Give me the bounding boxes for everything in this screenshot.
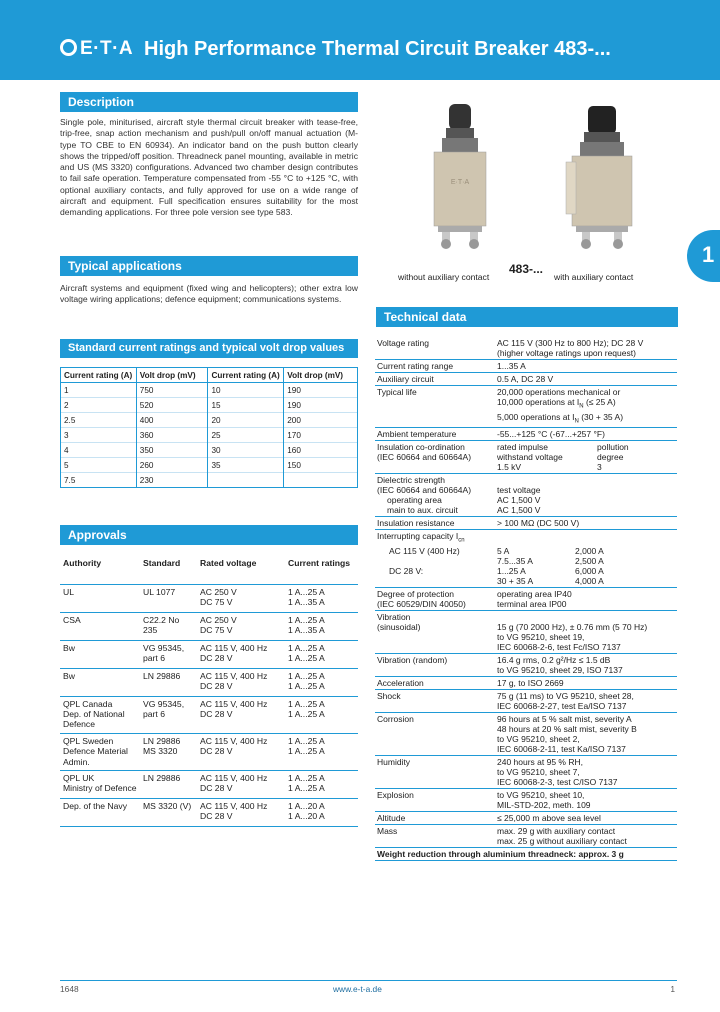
technical-data-table <box>375 337 677 861</box>
approvals-cell: AC 115 V, 400 Hz DC 28 V <box>197 733 285 770</box>
ratings-cell: 520 <box>136 398 208 413</box>
tech-value: to VG 95210, sheet 7, <box>497 767 580 778</box>
tech-row-acceleration <box>375 677 677 690</box>
subscript: N <box>574 418 579 425</box>
tech-value: 10,000 operations at I <box>497 397 580 407</box>
ratings-col-header: Volt drop (mV) <box>284 368 358 383</box>
tech-value: AC 1,500 V <box>497 505 541 516</box>
approvals-row <box>60 612 358 640</box>
technical-data-heading: Technical data <box>376 307 678 327</box>
ratings-cell: 150 <box>284 458 358 473</box>
approvals-cell: 1 A...25 A 1 A...35 A <box>285 584 358 612</box>
ratings-header-row <box>61 368 358 383</box>
tech-label: Ambient temperature <box>375 428 495 441</box>
typical-applications-heading: Typical applications <box>60 256 358 276</box>
tech-row-ambient-temperature <box>375 428 677 441</box>
ratings-cell: 360 <box>136 428 208 443</box>
tech-value: (higher voltage ratings upon request) <box>497 348 636 358</box>
approvals-cell: UL <box>60 584 140 612</box>
tech-value: 1.5 kV <box>497 462 522 473</box>
approvals-row <box>60 733 358 770</box>
tech-value: 4,000 A <box>575 576 604 587</box>
approvals-cell: 1 A...25 A 1 A...25 A <box>285 668 358 696</box>
approvals-cell: 1 A...25 A 1 A...25 A <box>285 696 358 733</box>
page-footer <box>60 980 677 994</box>
approvals-cell: AC 115 V, 400 Hz DC 28 V <box>197 770 285 798</box>
tech-value: IEC 60068-2-27, test Ea/ISO 7137 <box>497 701 627 712</box>
approvals-cell: UL 1077 <box>140 584 197 612</box>
approvals-row <box>60 798 358 826</box>
approvals-cell: Bw <box>60 640 140 668</box>
ratings-cell: 2.5 <box>61 413 137 428</box>
tech-row-weight-reduction <box>375 848 677 861</box>
tech-value: 1...25 A <box>497 566 526 577</box>
tech-value: -55...+125 °C (-67...+257 °F) <box>495 428 677 441</box>
ratings-cell: 15 <box>208 398 284 413</box>
ratings-cell: 170 <box>284 428 358 443</box>
tech-label: (sinusoidal) <box>377 622 421 633</box>
tech-row-explosion <box>375 789 677 812</box>
tech-value: max. 29 g with auxiliary contact <box>497 826 616 837</box>
tech-value: 5,000 operations at I <box>497 411 575 422</box>
page-title: High Performance Thermal Circuit Breaker 483-... <box>144 38 611 60</box>
ratings-cell: 20 <box>208 413 284 428</box>
tech-row-altitude <box>375 812 677 825</box>
approvals-heading: Approvals <box>60 525 358 545</box>
approvals-row <box>60 696 358 733</box>
ratings-cell <box>208 473 284 488</box>
tech-row-corrosion <box>375 713 677 756</box>
ratings-cell: 7.5 <box>61 473 137 488</box>
ratings-row <box>61 473 358 488</box>
ratings-col-header: Current rating (A) <box>61 368 137 383</box>
tech-label: (IEC 60529/DIN 40050) <box>377 599 466 610</box>
tech-value: withstand voltage <box>497 452 563 463</box>
chapter-number: 1 <box>702 242 715 267</box>
footer-page-number: 1 <box>670 984 675 994</box>
tech-value: 17 g, to ISO 2669 <box>495 677 677 690</box>
approvals-cell: 1 A...25 A 1 A...35 A <box>285 612 358 640</box>
ratings-col-header: Current rating (A) <box>208 368 284 383</box>
tech-row-insulation-coordination <box>375 441 677 474</box>
tech-value: > 100 MΩ (DC 500 V) <box>495 517 677 530</box>
breaker-without-aux-icon <box>434 104 486 249</box>
tech-label: Mass <box>375 825 495 848</box>
tech-row-voltage-rating <box>375 337 677 360</box>
tech-row-interrupting-capacity <box>375 530 677 588</box>
tech-value: 0.5 A, DC 28 V <box>495 373 677 386</box>
ratings-cell: 190 <box>284 383 358 398</box>
page-header <box>0 0 720 80</box>
tech-label: Insulation co-ordination <box>377 442 465 453</box>
tech-label: Vibration (random) <box>375 654 495 677</box>
tech-label: (IEC 60664 and 60664A) <box>377 452 472 463</box>
tech-label: Corrosion <box>375 713 495 756</box>
tech-label: Voltage rating <box>375 337 495 360</box>
ratings-cell: 5 <box>61 458 137 473</box>
approvals-cell: MS 3320 (V) <box>140 798 197 826</box>
approvals-cell: Bw <box>60 668 140 696</box>
tech-row-mass <box>375 825 677 848</box>
tech-value: 96 hours at 5 % salt mist, severity A <box>497 714 632 725</box>
tech-value: 3 <box>597 462 602 473</box>
eta-logo <box>60 38 133 60</box>
approvals-cell: CSA <box>60 612 140 640</box>
approvals-row <box>60 584 358 612</box>
approvals-cell: AC 115 V, 400 Hz DC 28 V <box>197 640 285 668</box>
tech-label: Shock <box>375 690 495 713</box>
tech-value: 1...35 A <box>495 360 677 373</box>
ratings-row <box>61 443 358 458</box>
footer-page-code: 1648 <box>60 984 79 994</box>
description-heading: Description <box>60 92 358 112</box>
approvals-col-header: Standard <box>140 556 197 584</box>
tech-value: IEC 60068-2-3, test C/ISO 7137 <box>497 777 618 788</box>
ratings-cell: 400 <box>136 413 208 428</box>
logo-ring-icon <box>60 39 77 56</box>
tech-value: terminal area IP00 <box>497 599 567 610</box>
tech-row-dielectric-strength <box>375 474 677 517</box>
tech-value: AC 1,500 V <box>497 495 541 506</box>
tech-label: Dielectric strength <box>377 475 446 486</box>
tech-label: Insulation resistance <box>375 517 495 530</box>
tech-value: to VG 95210, sheet 29, ISO 7137 <box>497 665 623 676</box>
tech-value: to VG 95210, sheet 10, <box>497 790 585 801</box>
tech-label: main to aux. circuit <box>387 505 458 516</box>
approvals-row <box>60 668 358 696</box>
tech-label: Humidity <box>375 756 495 789</box>
tech-value: operating area IP40 <box>497 589 572 600</box>
approvals-cell: 1 A...25 A 1 A...25 A <box>285 640 358 668</box>
tech-row-humidity <box>375 756 677 789</box>
approvals-cell: QPL UK Ministry of Defence <box>60 770 140 798</box>
approvals-col-header: Current ratings <box>285 556 358 584</box>
approvals-cell: VG 95345, part 6 <box>140 640 197 668</box>
tech-label: DC 28 V: <box>389 566 424 577</box>
approvals-cell: LN 29886 <box>140 668 197 696</box>
tech-value: ≤ 25,000 m above sea level <box>495 812 677 825</box>
approvals-cell: Dep. of the Navy <box>60 798 140 826</box>
tech-value: to VG 95210, sheet 2, <box>497 734 580 745</box>
tech-value: 30 + 35 A <box>497 576 534 587</box>
tech-row-insulation-resistance <box>375 517 677 530</box>
tech-value: rated impulse <box>497 442 549 453</box>
ratings-row <box>61 398 358 413</box>
tech-value: pollution <box>597 442 629 453</box>
tech-value: 2,500 A <box>575 556 604 567</box>
tech-label: operating area <box>387 495 442 506</box>
approvals-cell: QPL Canada Dep. of National Defence <box>60 696 140 733</box>
approvals-cell: LN 29886 MS 3320 <box>140 733 197 770</box>
tech-row-auxiliary <box>375 373 677 386</box>
tech-value: 6,000 A <box>575 566 604 577</box>
subscript: cn <box>458 538 465 545</box>
typical-applications-text: Aircraft systems and equipment (fixed wing and helicopters); other extra low voltage wiring applications; defence equipment; communications systems. <box>60 283 358 305</box>
approvals-cell: AC 115 V, 400 Hz DC 28 V <box>197 668 285 696</box>
ratings-cell: 230 <box>136 473 208 488</box>
ratings-cell: 35 <box>208 458 284 473</box>
approvals-row <box>60 640 358 668</box>
approvals-cell: AC 250 V DC 75 V <box>197 584 285 612</box>
tech-value: IEC 60068-2-6, test Fc/ISO 7137 <box>497 642 621 653</box>
tech-row-typical-life <box>375 386 677 428</box>
logo-text: E·T·A <box>80 38 134 59</box>
tech-value: max. 25 g without auxiliary contact <box>497 836 627 847</box>
ratings-cell: 25 <box>208 428 284 443</box>
tech-label: Explosion <box>375 789 495 812</box>
tech-row-vibration-random <box>375 654 677 677</box>
ratings-cell: 10 <box>208 383 284 398</box>
approvals-table <box>60 556 358 827</box>
approvals-row <box>60 770 358 798</box>
ratings-cell: 30 <box>208 443 284 458</box>
tech-value: 75 g (11 ms) to VG 95210, sheet 28, <box>497 691 634 702</box>
ratings-heading: Standard current ratings and typical volt drop values <box>60 339 358 358</box>
tech-value: to VG 95210, sheet 19, <box>497 632 585 643</box>
tech-value: (30 + 35 A) <box>578 411 624 422</box>
circuit-breaker-photo-icon <box>376 92 678 262</box>
tech-value: (≤ 25 A) <box>583 397 616 407</box>
ratings-cell: 2 <box>61 398 137 413</box>
approvals-cell: 1 A...20 A 1 A...20 A <box>285 798 358 826</box>
tech-value: 5 A <box>497 546 510 557</box>
tech-value: 16.4 g rms, 0.2 g²/Hz ≤ 1.5 dB <box>497 655 611 666</box>
ratings-row <box>61 458 358 473</box>
tech-value: test voltage <box>497 485 541 496</box>
approvals-cell: QPL Sweden Defence Material Admin. <box>60 733 140 770</box>
ratings-col-header: Volt drop (mV) <box>136 368 208 383</box>
chapter-tab <box>687 230 720 282</box>
ratings-cell: 750 <box>136 383 208 398</box>
ratings-row <box>61 413 358 428</box>
approvals-cell: VG 95345, part 6 <box>140 696 197 733</box>
ratings-cell: 1 <box>61 383 137 398</box>
product-photo <box>376 92 678 288</box>
tech-label: Typical life <box>375 386 495 428</box>
approvals-cell: 1 A...25 A 1 A...25 A <box>285 770 358 798</box>
tech-value: 2,000 A <box>575 546 604 557</box>
ratings-cell: 190 <box>284 398 358 413</box>
ratings-cell: 4 <box>61 443 137 458</box>
approvals-header-row <box>60 556 358 584</box>
tech-label: Current rating range <box>375 360 495 373</box>
tech-label: Auxiliary circuit <box>375 373 495 386</box>
tech-row-vibration <box>375 611 677 654</box>
tech-label: Acceleration <box>375 677 495 690</box>
tech-row-current-range <box>375 360 677 373</box>
tech-value: IEC 60068-2-11, test Ka/ISO 7137 <box>497 744 626 755</box>
description-text: Single pole, miniturised, aircraft style thermal circuit breaker with tease-free, trip-free, snap action mechanism and push/pull on/off manual actuation (M-type TO CBE to EN 60934). An indicator band on the push button clearly shows the tripped/off position. Threadneck panel mounting, available in metric and US (MS 3320) configurations. Advanced two chamber design contributes to fail safe operation. Temperature compensated from -55 °C to +125 °C, with optional auxiliary contacts, and fully approved for use on a wide range of aircraft and equipment. Full specification ensures suitability for the most demanding applications. For three pole version see type 583. <box>60 117 358 218</box>
tech-label: AC 115 V (400 Hz) <box>389 546 460 557</box>
caption-without-aux: without auxiliary contact <box>398 272 490 282</box>
tech-value: 240 hours at 95 % RH, <box>497 757 583 768</box>
tech-label: Degree of protection <box>377 589 455 600</box>
footer-website-link[interactable]: www.e-t-a.de <box>333 984 382 994</box>
approvals-cell: AC 115 V, 400 Hz DC 28 V <box>197 696 285 733</box>
ratings-row <box>61 383 358 398</box>
tech-value: 20,000 operations mechanical or <box>497 387 621 397</box>
caption-with-aux: with auxiliary contact <box>554 272 634 282</box>
caption-model: 483-... <box>509 262 544 276</box>
device-label: E·T·A <box>450 179 470 186</box>
tech-label: Vibration <box>377 612 411 623</box>
approvals-cell: AC 115 V, 400 Hz DC 28 V <box>197 798 285 826</box>
tech-label: Altitude <box>375 812 495 825</box>
breaker-with-aux-icon <box>566 106 632 249</box>
tech-value: 7.5...35 A <box>497 556 533 567</box>
tech-row-degree-of-protection <box>375 588 677 611</box>
ratings-cell: 160 <box>284 443 358 458</box>
approvals-cell: C22.2 No 235 <box>140 612 197 640</box>
ratings-cell: 200 <box>284 413 358 428</box>
approvals-col-header: Authority <box>60 556 140 584</box>
ratings-row <box>61 428 358 443</box>
weight-reduction-note: Weight reduction through aluminium threadneck: approx. 3 g <box>375 848 677 861</box>
ratings-cell <box>284 473 358 488</box>
tech-value: degree <box>597 452 624 463</box>
tech-value: MIL-STD-202, meth. 109 <box>497 800 591 811</box>
tech-value: 48 hours at 20 % salt mist, severity B <box>497 724 637 735</box>
ratings-cell: 350 <box>136 443 208 458</box>
subscript: N <box>579 403 584 410</box>
ratings-cell: 260 <box>136 458 208 473</box>
approvals-cell: 1 A...25 A 1 A...25 A <box>285 733 358 770</box>
ratings-cell: 3 <box>61 428 137 443</box>
ratings-table <box>60 367 358 488</box>
approvals-col-header: Rated voltage <box>197 556 285 584</box>
approvals-cell: AC 250 V DC 75 V <box>197 612 285 640</box>
approvals-cell: LN 29886 <box>140 770 197 798</box>
tech-value: AC 115 V (300 Hz to 800 Hz); DC 28 V <box>497 338 644 348</box>
tech-row-shock <box>375 690 677 713</box>
tech-label: (IEC 60664 and 60664A) <box>377 485 472 496</box>
tech-label: Interrupting capacity I <box>377 531 459 542</box>
tech-value: 15 g (70 2000 Hz), ± 0.76 mm (5 70 Hz) <box>497 622 648 633</box>
